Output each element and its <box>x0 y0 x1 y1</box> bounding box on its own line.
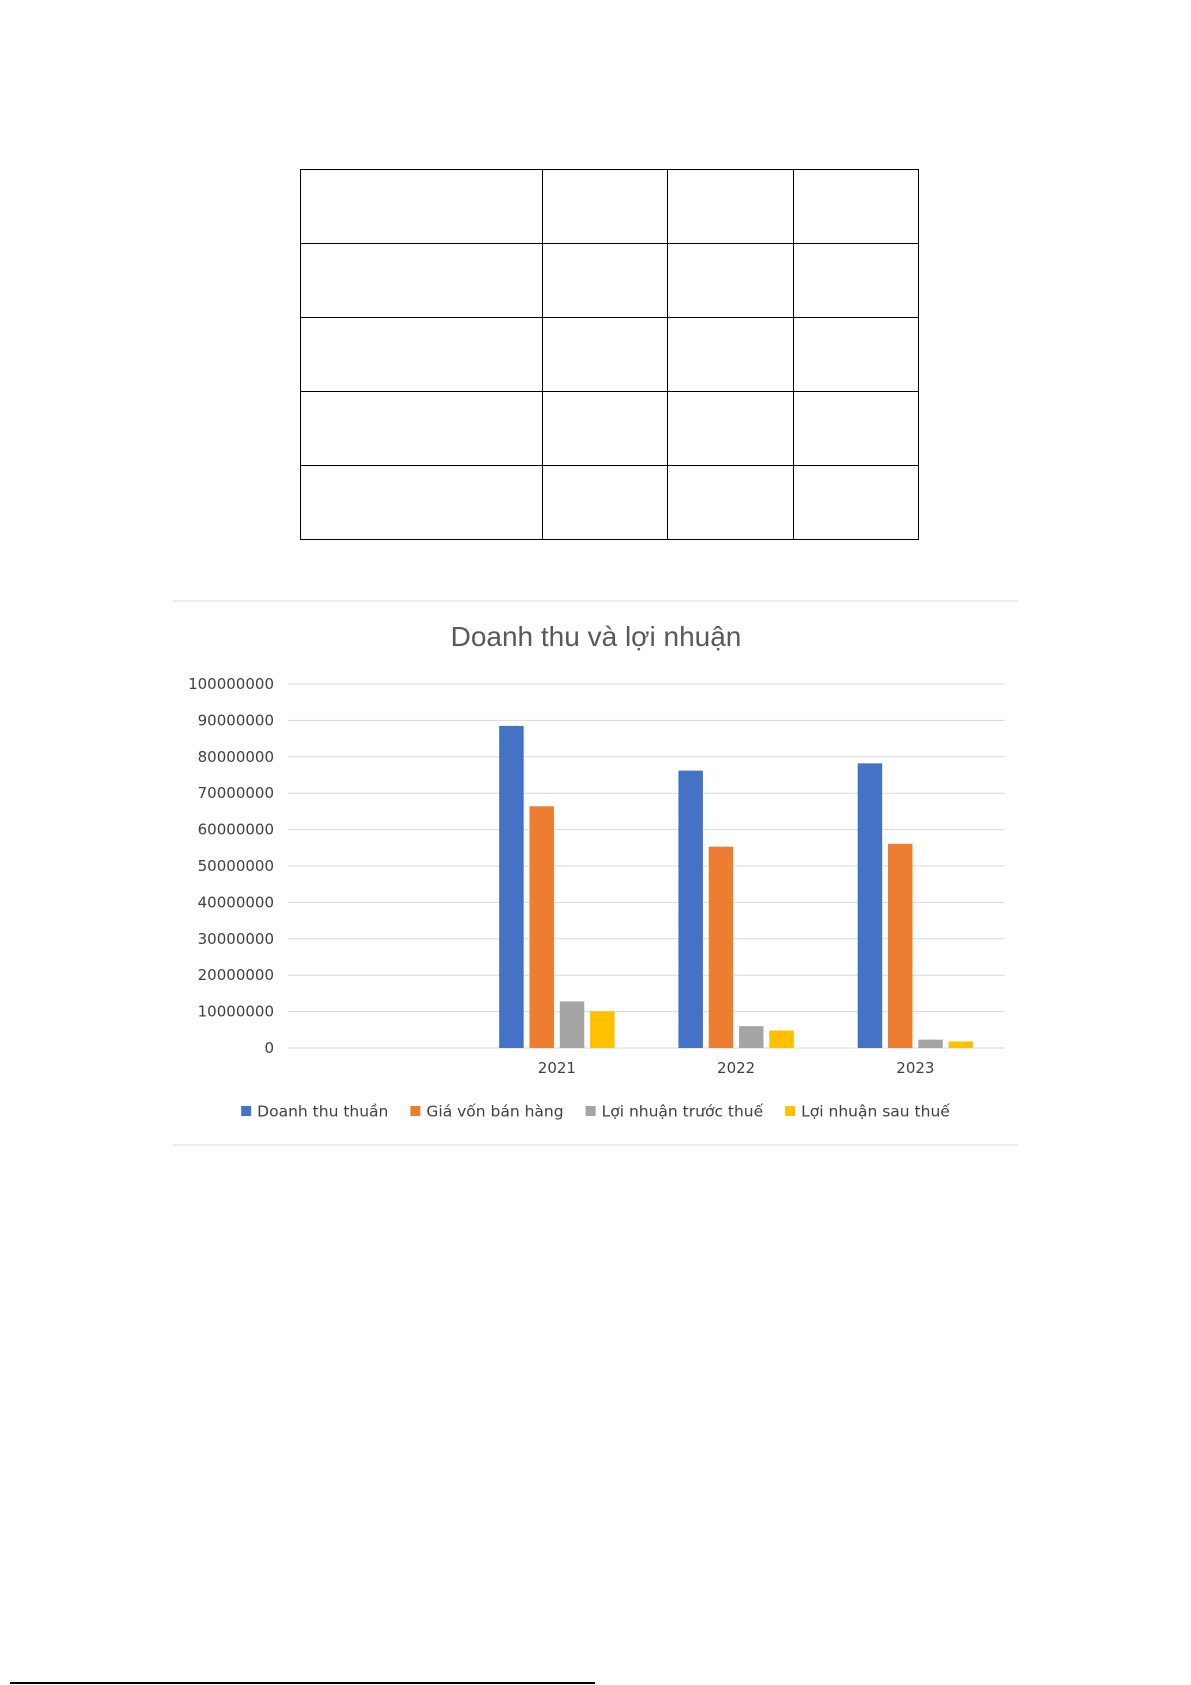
table-cell <box>301 318 543 392</box>
table-cell <box>794 170 919 244</box>
y-tick-label: 60000000 <box>197 820 274 839</box>
bar <box>590 1011 615 1048</box>
chart-title: Doanh thu và lợi nhuận <box>450 621 742 652</box>
y-tick-label: 80000000 <box>197 747 274 766</box>
empty-data-table <box>300 169 919 540</box>
page-footer-rule <box>10 1682 595 1684</box>
table-cell <box>668 318 794 392</box>
bar <box>769 1031 794 1048</box>
legend-swatch <box>785 1106 795 1116</box>
table-cell <box>543 318 668 392</box>
table-cell <box>301 244 543 318</box>
table-cell <box>668 244 794 318</box>
table-cell <box>794 392 919 466</box>
bar <box>560 1001 585 1048</box>
y-tick-label: 100000000 <box>188 675 274 693</box>
bar <box>888 844 913 1048</box>
legend-label: Doanh thu thuần <box>257 1102 389 1121</box>
table-cell <box>794 244 919 318</box>
bar <box>529 806 554 1048</box>
table-cell <box>668 392 794 466</box>
table-cell <box>543 466 668 540</box>
table-row <box>301 170 919 244</box>
table-cell <box>794 466 919 540</box>
bar-chart-svg <box>173 600 1018 1146</box>
bar <box>678 771 703 1048</box>
y-tick-label: 30000000 <box>197 929 274 948</box>
x-tick-label: 2021 <box>537 1059 576 1077</box>
bar <box>739 1026 764 1048</box>
bar <box>949 1041 974 1048</box>
legend-label: Lợi nhuận trước thuế <box>601 1102 764 1121</box>
table-body <box>301 170 919 540</box>
table-row <box>301 392 919 466</box>
y-tick-label: 50000000 <box>197 857 274 875</box>
table-cell <box>668 170 794 244</box>
chart <box>173 600 1018 1146</box>
x-axis-tick-labels <box>538 1059 935 1077</box>
legend-swatch <box>586 1106 596 1116</box>
y-tick-label: 90000000 <box>197 711 274 730</box>
legend-swatch <box>410 1106 420 1116</box>
table-cell <box>543 170 668 244</box>
legend-label: Lợi nhuận sau thuế <box>801 1102 950 1121</box>
legend-swatch <box>241 1106 251 1116</box>
x-tick-label: 2023 <box>896 1059 935 1077</box>
y-tick-label: 40000000 <box>197 893 274 912</box>
y-tick-label: 10000000 <box>197 1002 274 1021</box>
table-cell <box>794 318 919 392</box>
table-row <box>301 466 919 540</box>
table-cell <box>543 244 668 318</box>
table-cell <box>301 392 543 466</box>
table-cell <box>301 170 543 244</box>
bar <box>918 1040 943 1048</box>
table-row <box>301 318 919 392</box>
table-cell <box>668 466 794 540</box>
legend <box>241 1103 950 1121</box>
y-tick-label: 70000000 <box>197 784 274 803</box>
y-axis-tick-labels <box>188 675 274 1057</box>
bar <box>499 726 524 1048</box>
bar <box>858 763 883 1048</box>
table-row <box>301 244 919 318</box>
table-cell <box>301 466 543 540</box>
y-tick-label: 20000000 <box>197 966 274 985</box>
bar <box>709 847 734 1048</box>
bars <box>499 726 973 1048</box>
table-cell <box>543 392 668 466</box>
x-tick-label: 2022 <box>717 1059 756 1077</box>
y-tick-label: 0 <box>264 1039 274 1057</box>
legend-label: Giá vốn bán hàng <box>426 1102 564 1121</box>
